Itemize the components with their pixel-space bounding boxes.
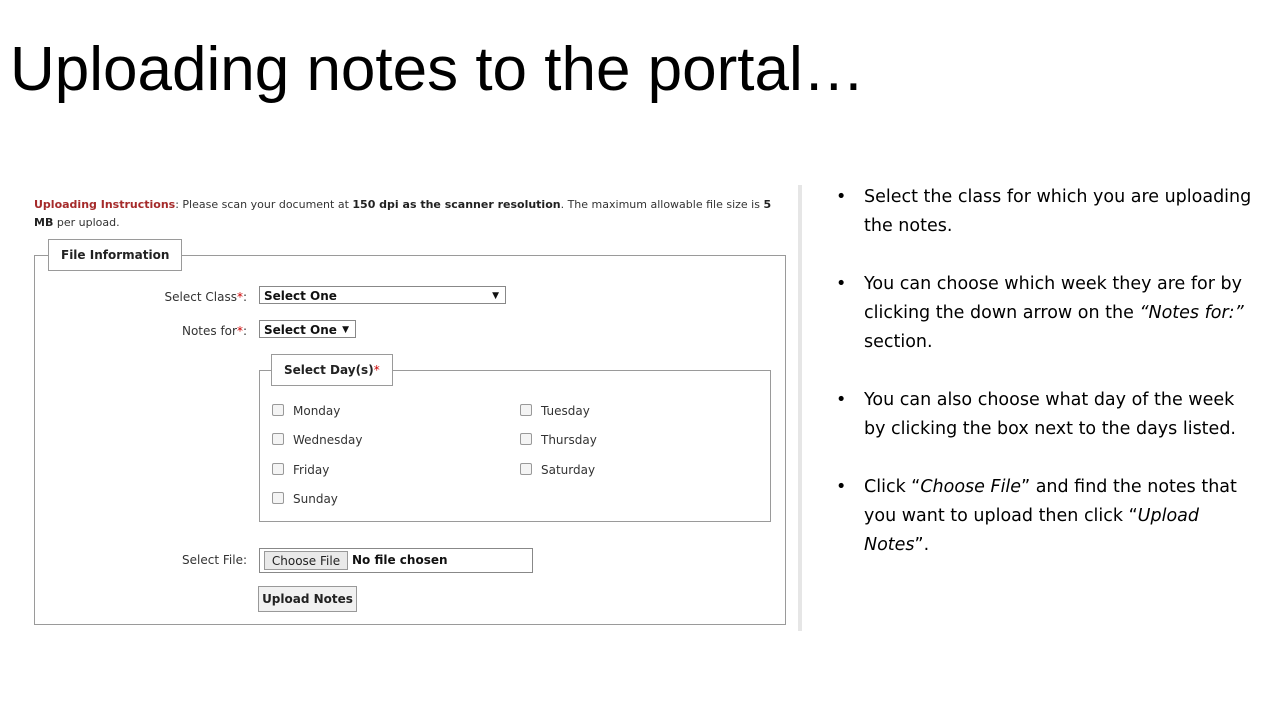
bullet-text: Select the class for which you are uploading the notes. [864, 187, 1252, 236]
label-colon: : [242, 290, 247, 304]
checkbox[interactable] [520, 433, 532, 445]
select-days-fieldset [259, 363, 771, 522]
instructions-text-3: per upload. [53, 216, 120, 229]
slide-title: Uploading notes to the portal… [10, 35, 865, 104]
upload-form-screenshot [28, 185, 802, 631]
bullet-text: section. [864, 332, 933, 352]
label-colon: : [242, 324, 247, 338]
notes-for-value: Select One [264, 323, 337, 337]
instruction-bullets [836, 183, 1256, 589]
bullet-glyph: • [836, 390, 847, 410]
day-label: Monday [293, 404, 341, 418]
bullet-item [836, 386, 1256, 444]
notes-for-label-text: Notes for [181, 324, 237, 338]
file-information-fieldset [34, 248, 786, 625]
file-input[interactable] [259, 548, 533, 573]
day-label: Tuesday [541, 404, 590, 418]
required-mark: * [236, 290, 243, 304]
day-wednesday[interactable] [272, 433, 362, 447]
day-label: Friday [293, 463, 330, 477]
select-days-legend-text: Select Day(s) [284, 363, 374, 377]
select-class-label-text: Select Class [164, 290, 237, 304]
bullet-text: Click “ [864, 477, 921, 497]
required-mark: * [373, 363, 380, 377]
bullet-item [836, 473, 1256, 560]
upload-notes-button[interactable]: Upload Notes [258, 586, 357, 612]
chevron-down-icon: ▼ [342, 325, 349, 335]
notes-for-label [135, 324, 247, 338]
bullet-glyph: • [836, 274, 847, 294]
notes-for-dropdown[interactable] [259, 320, 356, 338]
bullet-glyph: • [836, 187, 847, 207]
checkbox[interactable] [272, 433, 284, 445]
day-friday[interactable] [272, 463, 329, 477]
day-label: Thursday [541, 433, 597, 447]
dpi-requirement: 150 dpi as the scanner resolution [352, 198, 561, 211]
bullet-emphasis: Choose File [920, 477, 1022, 497]
bullet-text: ”. [914, 535, 930, 555]
bullet-emphasis: “Notes for:” [1139, 303, 1244, 323]
checkbox[interactable] [520, 463, 532, 475]
instructions-text-2: . The maximum allowable file size is [560, 198, 764, 211]
day-sunday[interactable] [272, 492, 338, 506]
file-information-legend: File Information [48, 239, 182, 271]
checkbox[interactable] [272, 492, 284, 504]
bullet-item [836, 183, 1256, 241]
day-saturday[interactable] [520, 463, 595, 477]
file-status: No file chosen [352, 553, 448, 567]
checkbox[interactable] [272, 404, 284, 416]
instructions-lead: Uploading Instructions [34, 198, 176, 211]
bullet-text: You can choose which week they are for by clicking the down arrow on the [864, 274, 1242, 323]
instructions-text: : Please scan your document at [175, 198, 353, 211]
bullet-emphasis: Upload Notes [864, 506, 1199, 555]
day-tuesday[interactable] [520, 404, 590, 418]
day-label: Saturday [541, 463, 596, 477]
bullet-item [836, 270, 1256, 357]
bullet-glyph: • [836, 477, 847, 497]
day-thursday[interactable] [520, 433, 597, 447]
day-label: Wednesday [293, 433, 363, 447]
choose-file-button[interactable]: Choose File [264, 551, 348, 570]
checkbox[interactable] [520, 404, 532, 416]
select-days-legend [271, 354, 393, 386]
select-class-value: Select One [264, 289, 337, 303]
required-mark: * [236, 324, 243, 338]
select-file-label: Select File: [182, 553, 247, 567]
checkbox[interactable] [272, 463, 284, 475]
bullet-text: You can also choose what day of the week by clicking the box next to the days listed. [864, 390, 1236, 439]
bullet-text: ” and find the notes that you want to upload then click “ [864, 477, 1237, 526]
max-file-size: 5 MB [34, 198, 772, 229]
uploading-instructions [34, 196, 794, 232]
select-class-label [135, 290, 247, 304]
day-label: Sunday [293, 492, 338, 506]
chevron-down-icon: ▼ [492, 291, 499, 301]
day-monday[interactable] [272, 404, 340, 418]
select-class-dropdown[interactable] [259, 286, 506, 304]
